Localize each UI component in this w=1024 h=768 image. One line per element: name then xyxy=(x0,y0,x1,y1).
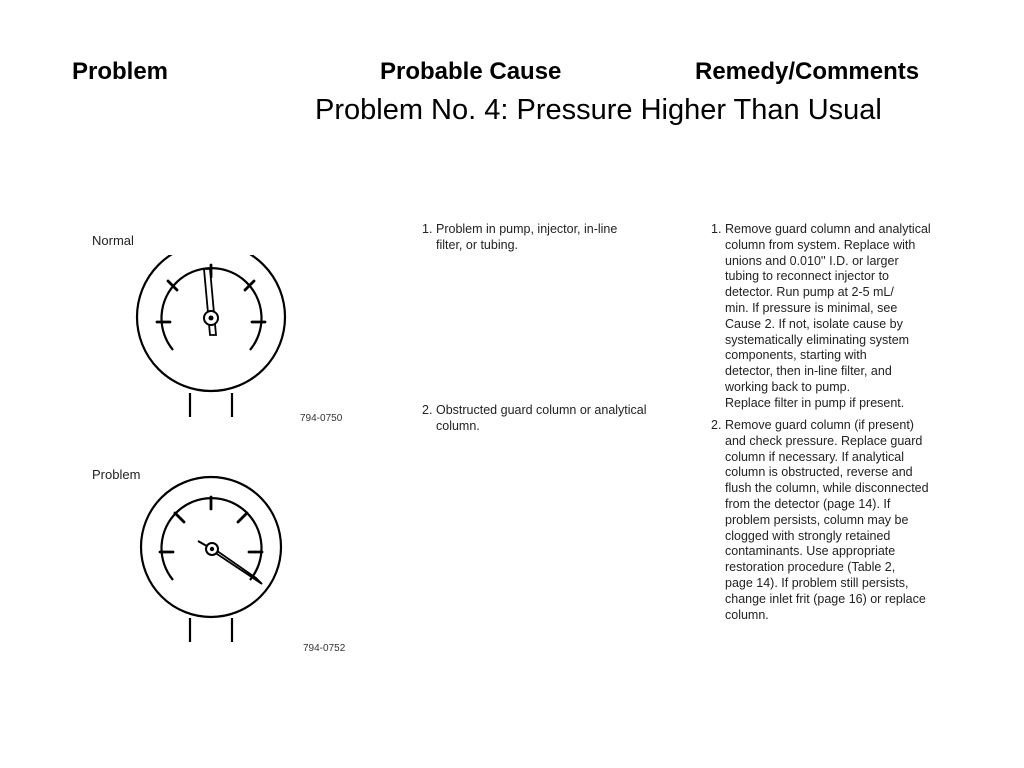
cause-number: 1. xyxy=(422,222,433,236)
header-probable-cause: Probable Cause xyxy=(380,58,562,85)
cause-number: 2. xyxy=(422,403,433,417)
pressure-gauge-normal-icon xyxy=(130,255,300,420)
remedy-text: Remove guard column (if present) and check pressure. Replace guard column if necessary. If analytical column is obstructed, reverse and flush the column, while disconnected from the detector (page 14). If problem persists, column may be clogged with strongly retained contaminants. Use appropriate restoration procedure (Table 2, page 14). If problem still persists, change inlet frit (page 16) or replace column. xyxy=(725,418,929,622)
header-problem: Problem xyxy=(72,58,169,85)
header-remedy-comments: Remedy/Comments xyxy=(695,58,920,85)
cause-item-2 xyxy=(422,403,692,435)
figure-problem-label: Problem xyxy=(92,467,141,482)
cause-item-1 xyxy=(422,222,682,254)
remedy-number: 1. xyxy=(711,222,722,236)
cause-text: Obstructed guard column or analytical column. xyxy=(436,403,647,433)
page-title: Problem No. 4: Pressure Higher Than Usual xyxy=(315,94,882,126)
remedy-number: 2. xyxy=(711,418,722,432)
remedy-item-1 xyxy=(711,222,971,412)
remedy-text: Remove guard column and analytical column from system. Replace with unions and 0.010'' I.D. or larger tubing to reconnect injector to detector. Run pump at 2-5 mL/ min. If pressure is minimal, see Cause 2. If not, isolate cause by systematically eliminating system components, starting with detector, then in-line filter, and working back to pump. Replace filter in pump if present. xyxy=(725,222,931,410)
remedy-item-2 xyxy=(711,418,971,623)
figure-normal-label: Normal xyxy=(92,233,134,248)
pressure-gauge-problem-icon xyxy=(130,475,300,645)
figure-normal-code: 794-0750 xyxy=(300,413,343,424)
cause-text: Problem in pump, injector, in-line filter, or tubing. xyxy=(436,222,618,252)
figure-problem-code: 794-0752 xyxy=(303,643,346,654)
